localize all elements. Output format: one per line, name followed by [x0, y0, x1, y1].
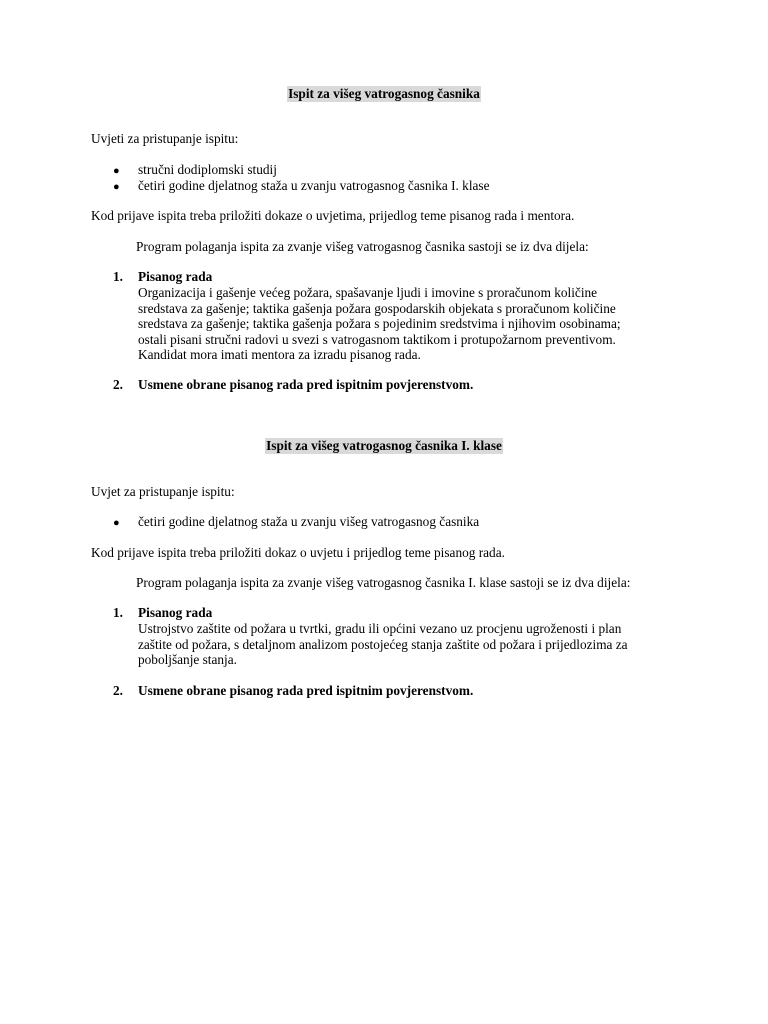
section2-item-1-body [138, 621, 678, 668]
item-title: Usmene obrane pisanog rada pred ispitnim povjerenstvom. [138, 683, 474, 698]
section1-bullet-2 [113, 178, 490, 196]
section1-item-1-body [138, 285, 678, 363]
item-number: 1. [113, 605, 123, 620]
body-line: poboljšanje stanja. [138, 652, 237, 667]
bullet-icon: ● [113, 181, 120, 193]
item-number: 2. [113, 377, 123, 392]
body-line: sredstava za gašenje; taktika gašenja požara s pojedinim sredstvima i njihovim osobinama; [138, 316, 621, 331]
item-title: Usmene obrane pisanog rada pred ispitnim povjerenstvom. [138, 377, 474, 392]
item-title: Pisanog rada [138, 605, 213, 620]
section2-conditions-label: Uvjet za pristupanje ispitu: [91, 484, 235, 499]
section1-item-1 [113, 269, 212, 285]
body-line: Ustrojstvo zaštite od požara u tvrtki, gradu ili općini vezano uz procjenu ugroženosti i plan [138, 621, 622, 636]
section2-application-note: Kod prijave ispita treba priložiti dokaz o uvjetu i prijedlog teme pisanog rada. [91, 545, 505, 560]
section1-heading-wrap [0, 86, 768, 102]
section1-program-intro: Program polaganja ispita za zvanje višeg vatrogasnog časnika sastoji se iz dva dijela: [136, 239, 589, 254]
body-line: zaštite od požara, s detaljnom analizom postojećeg stanja zaštite od požara i prijedlozima za [138, 636, 628, 652]
body-line: ostali pisani stručni radovi u svezi s vatrogasnom taktikom i protupožarnom preventivom. [138, 331, 616, 347]
section2-heading-wrap [0, 438, 768, 454]
section1-item-2 [113, 377, 473, 393]
section2-item-1 [113, 605, 212, 621]
section1-title: Ispit za višeg vatrogasnog časnika [288, 86, 480, 101]
section2-program-intro: Program polaganja ispita za zvanje višeg vatrogasnog časnika I. klase sastoji se iz dva dijela: [136, 575, 631, 590]
item-number: 2. [113, 683, 123, 698]
bullet-text: stručni dodiplomski studij [138, 162, 277, 177]
bullet-text: četiri godine djelatnog staža u zvanju vatrogasnog časnika I. klase [138, 178, 490, 193]
item-title: Pisanog rada [138, 269, 213, 284]
section1-conditions-label: Uvjeti za pristupanje ispitu: [91, 131, 239, 146]
section2-item-2 [113, 683, 473, 699]
body-line: sredstava za gašenje; taktika gašenja požara gospodarskih objekata s proračunom količine [138, 300, 616, 316]
section1-application-note: Kod prijave ispita treba priložiti dokaze o uvjetima, prijedlog teme pisanog rada i mentora. [91, 208, 575, 223]
bullet-icon: ● [113, 517, 120, 529]
body-line: Kandidat mora imati mentora za izradu pisanog rada. [138, 347, 421, 362]
item-number: 1. [113, 269, 123, 284]
bullet-text: četiri godine djelatnog staža u zvanju višeg vatrogasnog časnika [138, 514, 480, 529]
section1-bullet-1 [113, 162, 277, 180]
section2-bullet-1 [113, 514, 479, 532]
body-line: Organizacija i gašenje većeg požara, spašavanje ljudi i imovine s proračunom količine [138, 285, 598, 300]
bullet-icon: ● [113, 165, 120, 177]
section2-title: Ispit za višeg vatrogasnog časnika I. klase [266, 438, 502, 453]
